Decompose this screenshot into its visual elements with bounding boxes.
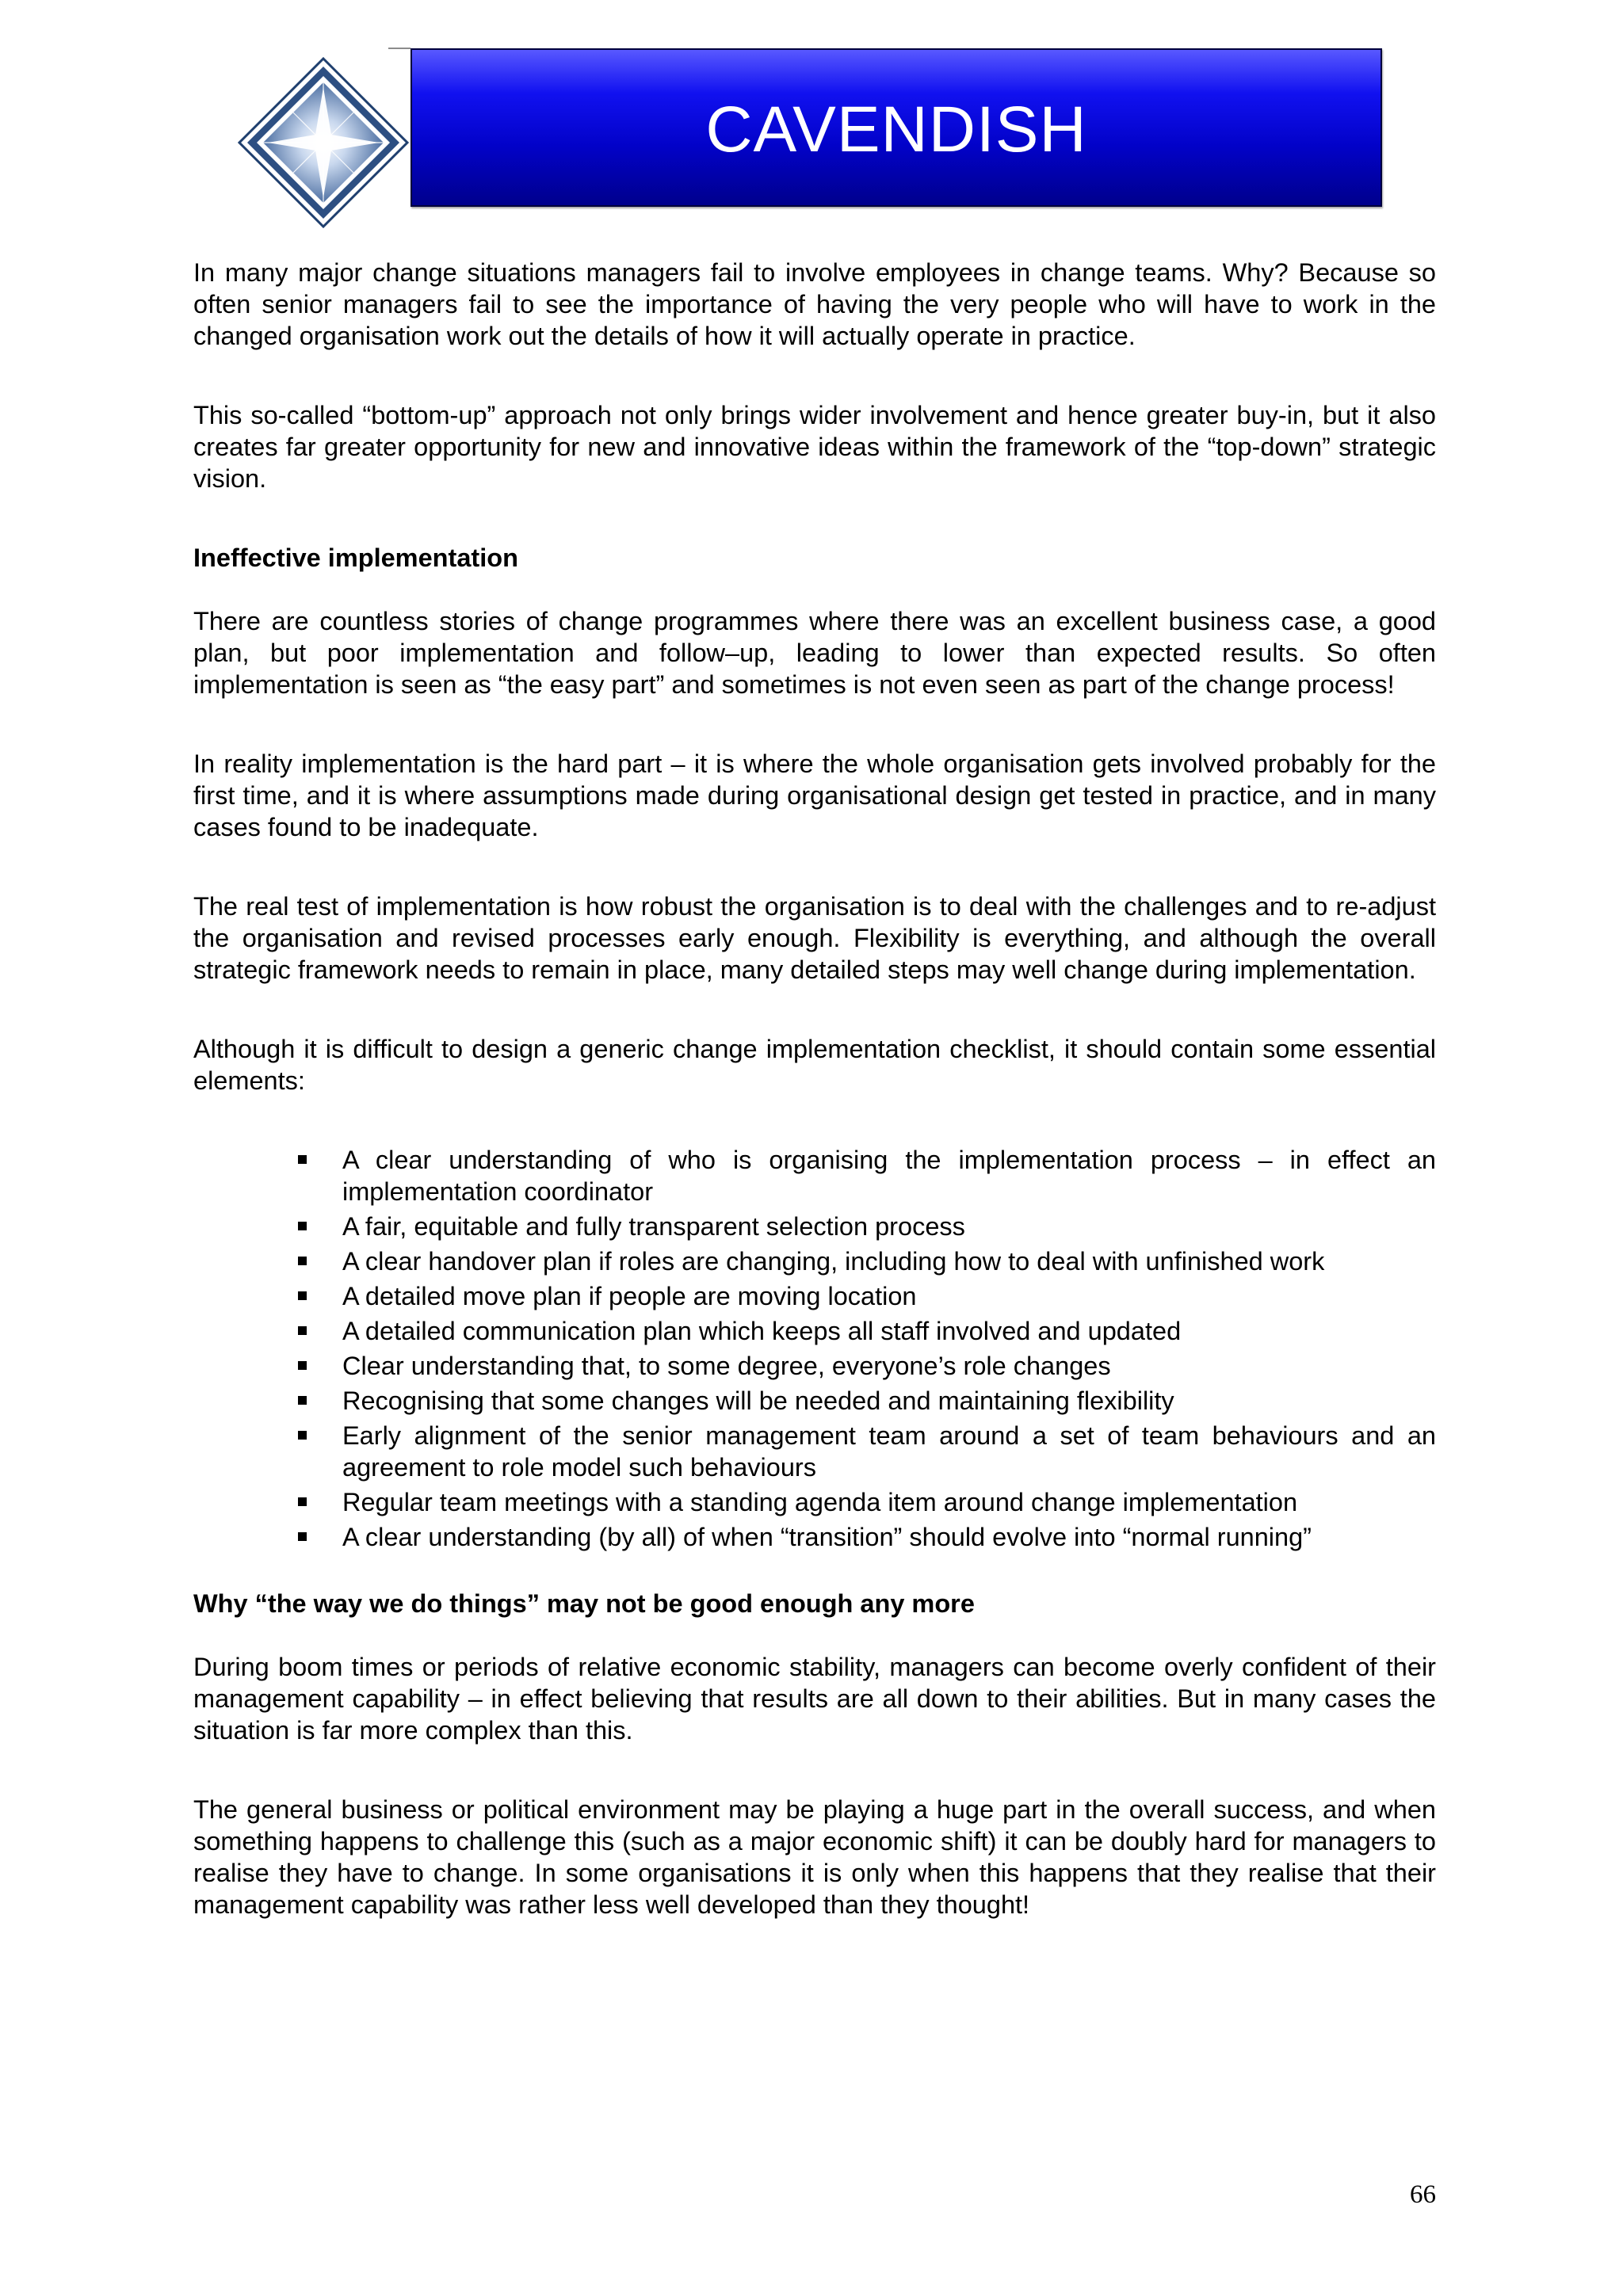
- list-item: [342, 1245, 1436, 1277]
- list-item-text: A clear understanding (by all) of when “transition” should evolve into “normal running”: [342, 1523, 1312, 1551]
- list-item: [342, 1315, 1436, 1347]
- list-item-text: Recognising that some changes will be needed and maintaining flexibility: [342, 1386, 1174, 1415]
- bullet-square-icon: [298, 1431, 307, 1440]
- list-item-text: A clear handover plan if roles are changing, including how to deal with unfinished work: [342, 1247, 1325, 1276]
- list-item-text: A detailed communication plan which keeps all staff involved and updated: [342, 1317, 1182, 1345]
- diamond-star-logo-icon: [238, 57, 409, 228]
- section-heading: Why “the way we do things” may not be good enough any more: [193, 1589, 975, 1618]
- bullet-square-icon: [298, 1222, 307, 1230]
- paragraph: The general business or political environment may be playing a huge part in the overall success, and when something happens to challenge this (such as a major economic shift) it can be doubly hard for managers to realise they have to change. In some organisations it is only when this happens that they realise that their management capability was rather less well developed than they thought!: [193, 1795, 1436, 1919]
- paragraph: The real test of implementation is how robust the organisation is to deal with the challenges and to re-adjust the organisation and revised processes early enough. Flexibility is everything, and although the overall strategic framework needs to remain in place, many detailed steps may well change during implementation.: [193, 892, 1436, 984]
- list-item: [342, 1420, 1436, 1483]
- bullet-square-icon: [298, 1155, 307, 1164]
- list-item: [342, 1144, 1436, 1207]
- paragraph: During boom times or periods of relative economic stability, managers can become overly confident of their management capability – in effect believing that results are all down to their abilities. But in many cases the situation is far more complex than this.: [193, 1653, 1436, 1745]
- bullet-square-icon: [298, 1497, 307, 1506]
- list-item: [342, 1211, 1436, 1242]
- bullet-square-icon: [298, 1257, 307, 1265]
- bullet-square-icon: [298, 1532, 307, 1541]
- body-text: [193, 257, 1436, 1968]
- list-item-text: A detailed move plan if people are moving location: [342, 1282, 917, 1310]
- list-item-text: A fair, equitable and fully transparent selection process: [342, 1212, 965, 1241]
- bullet-square-icon: [298, 1326, 307, 1335]
- section-heading: Ineffective implementation: [193, 543, 518, 572]
- header-banner: [411, 48, 1382, 207]
- paragraph: There are countless stories of change programmes where there was an excellent business case, a good plan, but poor implementation and follow–up, leading to lower than expected results. So often implementation is seen as “the easy part” and sometimes is not even seen as part of the change process!: [193, 607, 1436, 699]
- banner-title: CAVENDISH: [705, 93, 1087, 166]
- implementation-checklist: [193, 1144, 1436, 1553]
- banner-rule: [388, 48, 411, 49]
- paragraph: In many major change situations managers fail to involve employees in change teams. Why? Because so often senior managers fail to see the importance of having the very people who will have to work in the changed organisation work out the details of how it will actually operate in practice.: [193, 258, 1436, 350]
- list-item-text: Clear understanding that, to some degree, everyone’s role changes: [342, 1352, 1111, 1380]
- bullet-square-icon: [298, 1361, 307, 1370]
- bullet-square-icon: [298, 1396, 307, 1405]
- list-item-text: A clear understanding of who is organising the implementation process – in effect an implementation coordinator: [342, 1146, 1436, 1206]
- list-item: [342, 1385, 1436, 1417]
- list-item-text: Early alignment of the senior management team around a set of team behaviours and an agreement to role model such behaviours: [342, 1421, 1436, 1482]
- list-item: [342, 1521, 1436, 1553]
- list-item: [342, 1350, 1436, 1382]
- paragraph: This so-called “bottom-up” approach not only brings wider involvement and hence greater buy-in, but it also creates far greater opportunity for new and innovative ideas within the framework of the “top-down” strategic vision.: [193, 401, 1436, 493]
- paragraph: Although it is difficult to design a generic change implementation checklist, it should contain some essential elements:: [193, 1035, 1436, 1095]
- list-item: [342, 1486, 1436, 1518]
- list-item-text: Regular team meetings with a standing agenda item around change implementation: [342, 1488, 1298, 1516]
- bullet-square-icon: [298, 1291, 307, 1300]
- paragraph: In reality implementation is the hard part – it is where the whole organisation gets involved probably for the first time, and it is where assumptions made during organisational design get tested in practice, and in many cases found to be inadequate.: [193, 749, 1436, 841]
- list-item: [342, 1280, 1436, 1312]
- page-number: 66: [1410, 2180, 1436, 2209]
